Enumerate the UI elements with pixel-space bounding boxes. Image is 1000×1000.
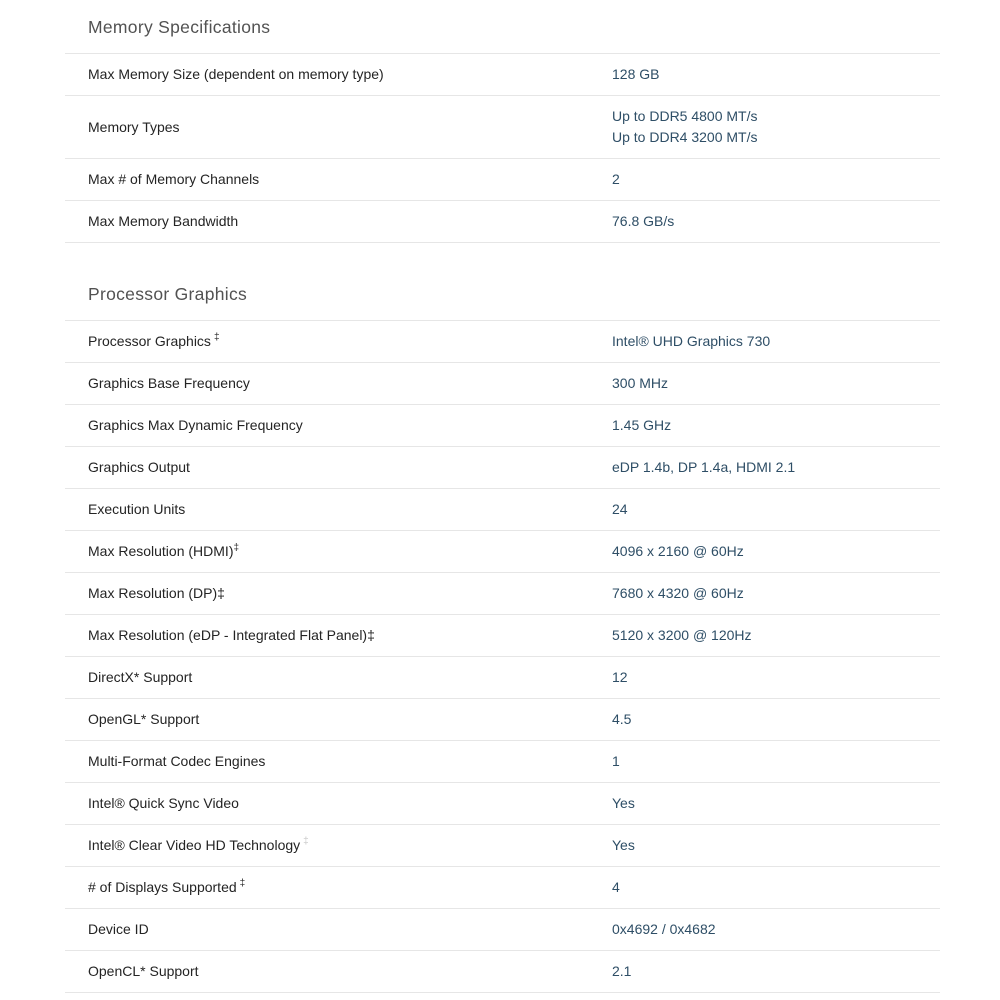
spec-label-max-memory-bandwidth: Max Memory Bandwidth <box>88 213 239 229</box>
table-row <box>65 699 940 741</box>
spec-label-quick-sync-video: Intel® Quick Sync Video <box>88 795 239 811</box>
spec-label-memory-types: Memory Types <box>88 118 180 135</box>
dagger-icon: ‡ <box>239 878 246 890</box>
spec-value-line: Up to DDR5 4800 MT/s <box>612 108 758 124</box>
table-row <box>65 54 940 96</box>
table-row <box>65 201 940 243</box>
spec-label-execution-units: Execution Units <box>88 501 186 517</box>
table-row <box>65 159 940 201</box>
spec-label-graphics-output: Graphics Output <box>88 459 190 475</box>
spec-page <box>65 0 940 993</box>
table-row <box>65 909 940 951</box>
spec-value-graphics-base-frequency: 300 MHz <box>612 375 669 391</box>
spec-label-text: Intel® Clear Video HD Technology <box>88 837 301 853</box>
spec-label-clear-video-hd <box>65 835 612 856</box>
spec-label-directx-support: DirectX* Support <box>88 669 193 685</box>
spec-value-quick-sync-video: Yes <box>612 795 635 811</box>
spec-value-opencl-support: 2.1 <box>612 963 632 979</box>
section-title-graphics: Processor Graphics <box>88 284 248 304</box>
spec-label-processor-graphics <box>65 331 612 352</box>
table-row <box>65 741 940 783</box>
spec-label-multi-format-codec-engines: Multi-Format Codec Engines <box>88 753 266 769</box>
spec-value-clear-video-hd: Yes <box>612 837 635 853</box>
table-row <box>65 321 940 363</box>
spec-label-device-id: Device ID <box>88 921 149 937</box>
section-memory-specifications <box>65 16 940 243</box>
dagger-icon: ‡ <box>303 836 309 848</box>
spec-value-opengl-support: 4.5 <box>612 711 632 727</box>
spec-label-text: # of Displays Supported <box>88 879 237 895</box>
spec-value-max-memory-channels: 2 <box>612 171 620 187</box>
spec-label-opengl-support: OpenGL* Support <box>88 711 200 727</box>
table-row <box>65 363 940 405</box>
spec-value-max-resolution-dp: 7680 x 4320 @ 60Hz <box>612 585 744 601</box>
table-row <box>65 951 940 993</box>
spec-label-max-resolution-edp: Max Resolution (eDP - Integrated Flat Panel)‡ <box>88 627 375 643</box>
spec-value-line: Up to DDR4 3200 MT/s <box>612 129 758 145</box>
spec-value-graphics-output: eDP 1.4b, DP 1.4a, HDMI 2.1 <box>612 459 796 475</box>
table-row <box>65 447 940 489</box>
spec-label-max-memory-channels: Max # of Memory Channels <box>88 171 260 187</box>
spec-value-max-memory-bandwidth: 76.8 GB/s <box>612 213 675 229</box>
section-processor-graphics <box>65 283 940 993</box>
spec-label-max-memory-size: Max Memory Size (dependent on memory type) <box>88 66 384 82</box>
spec-value-multi-format-codec-engines: 1 <box>612 753 620 769</box>
spec-label-opencl-support: OpenCL* Support <box>88 963 199 979</box>
memory-spec-rows <box>65 53 940 243</box>
spec-value-processor-graphics: Intel® UHD Graphics 730 <box>612 333 771 349</box>
spec-label-graphics-max-dynamic-frequency: Graphics Max Dynamic Frequency <box>88 417 303 433</box>
table-row <box>65 405 940 447</box>
table-row <box>65 657 940 699</box>
spec-value-max-resolution-hdmi: 4096 x 2160 @ 60Hz <box>612 543 744 559</box>
spec-value-device-id: 0x4692 / 0x4682 <box>612 921 716 937</box>
spec-label-graphics-base-frequency: Graphics Base Frequency <box>88 375 250 391</box>
spec-value-max-resolution-edp: 5120 x 3200 @ 120Hz <box>612 627 752 643</box>
dagger-icon: ‡ <box>233 542 240 554</box>
dagger-icon: ‡ <box>213 332 220 344</box>
section-title-memory: Memory Specifications <box>88 17 271 37</box>
spec-value-max-memory-size: 128 GB <box>612 66 660 82</box>
spec-value-execution-units: 24 <box>612 501 628 517</box>
table-row <box>65 867 940 909</box>
spec-label-displays-supported <box>65 877 612 898</box>
table-row <box>65 825 940 867</box>
spec-label-max-resolution-hdmi <box>65 541 612 562</box>
table-row <box>65 96 940 159</box>
table-row <box>65 615 940 657</box>
table-row <box>65 783 940 825</box>
table-row <box>65 489 940 531</box>
spec-value-displays-supported: 4 <box>612 879 620 895</box>
spec-label-text: Processor Graphics <box>88 333 211 349</box>
spec-value-directx-support: 12 <box>612 669 628 685</box>
table-row <box>65 531 940 573</box>
spec-label-max-resolution-dp: Max Resolution (DP)‡ <box>88 585 225 601</box>
spec-value-memory-types <box>612 106 940 148</box>
graphics-spec-rows <box>65 320 940 993</box>
spec-label-text: Max Resolution (HDMI) <box>88 543 234 559</box>
spec-value-graphics-max-dynamic-frequency: 1.45 GHz <box>612 417 672 433</box>
table-row <box>65 573 940 615</box>
